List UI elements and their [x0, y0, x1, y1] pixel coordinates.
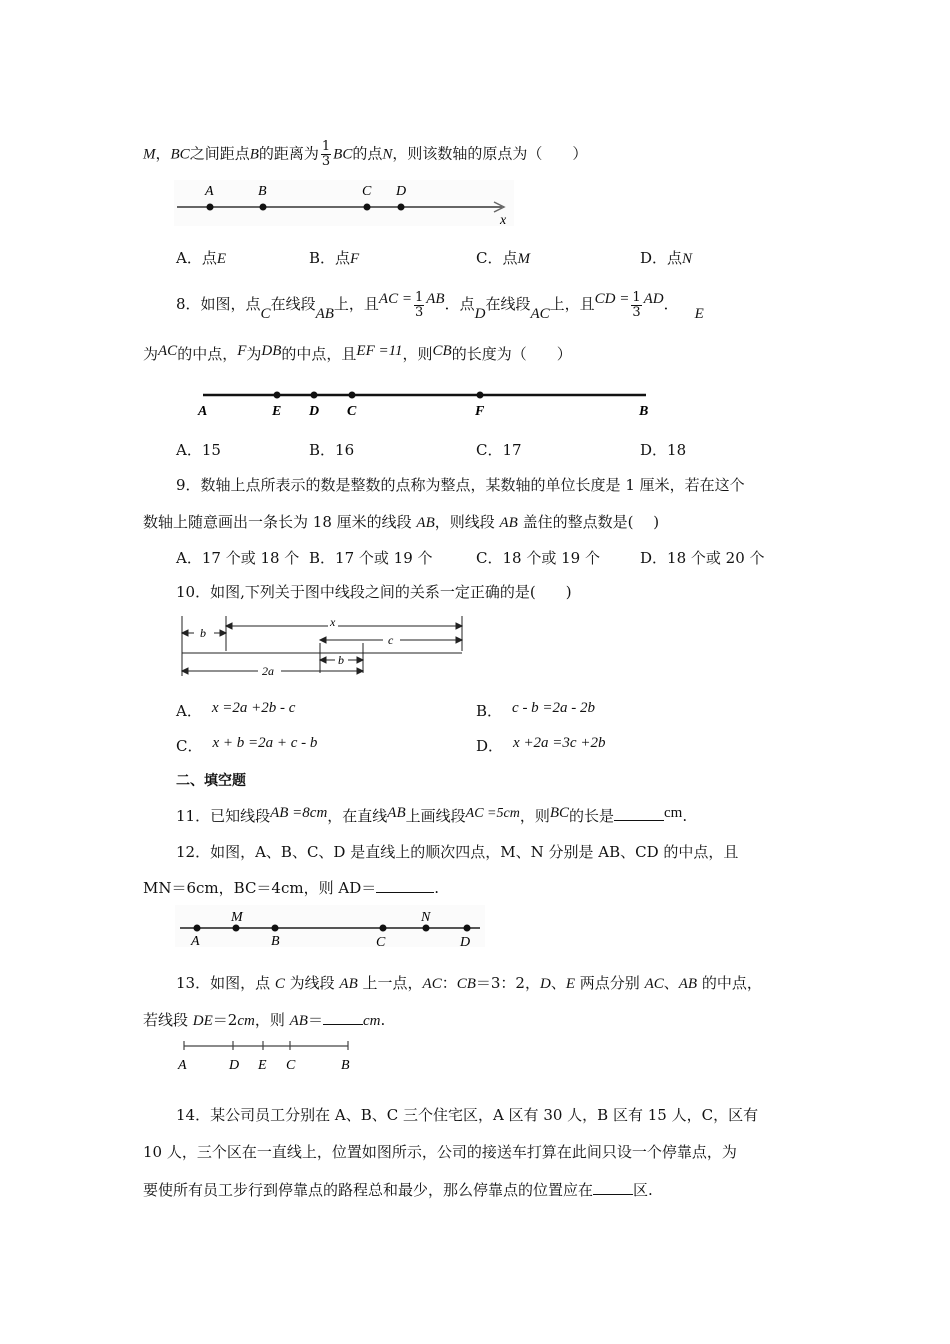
q7-option-d[interactable]: D．点N [640, 249, 693, 267]
svg-text:b: b [338, 653, 344, 667]
q13-line2: 若线段 DE＝2cm，则 AB＝ cm. [143, 1011, 386, 1029]
svg-text:C: C [347, 404, 357, 419]
svg-text:D: D [460, 935, 471, 949]
q9-option-a[interactable]: A．17 个或 18 个 [176, 549, 300, 567]
section-heading-fill-blank: 二、填空题 [176, 773, 246, 789]
q7-option-b[interactable]: B．点F [309, 249, 360, 267]
label-d: D [396, 184, 407, 199]
q9-line2: 数轴上随意画出一条长为 18 厘米的线段 AB，则线段 AB 盖住的整点数是( ) [143, 513, 660, 531]
svg-text:N: N [421, 910, 431, 925]
svg-text:c: c [388, 633, 394, 647]
label-c: C [362, 184, 372, 199]
svg-text:A: A [178, 1058, 187, 1073]
q14-line2: 10 人，三个区在一直线上，位置如图所示，公司的接送车打算在此间只设一个停靠点，为 [143, 1143, 737, 1161]
q8-option-d[interactable]: D．18 [640, 441, 687, 459]
q7-line: M，BC之间距点B的距离为 $\frac{1}{3}$ BC的点N，则该数轴的原点为（ ） [143, 139, 588, 169]
svg-text:b: b [200, 626, 206, 640]
label-x: x [500, 213, 507, 228]
q10-option-d[interactable]: D． x +2a =3c +2b [476, 735, 606, 755]
point-d [398, 204, 405, 211]
point-b [260, 204, 267, 211]
fraction-one-third: $\frac{1}{3}$ [632, 289, 641, 320]
q14-line3: 要使所有员工步行到停靠点的路程总和最少，那么停靠点的位置应在 区. [143, 1181, 653, 1199]
q12-answer-blank[interactable] [376, 892, 434, 893]
svg-text:B: B [639, 404, 649, 419]
svg-text:F: F [475, 404, 485, 419]
q13-answer-blank[interactable] [323, 1024, 363, 1025]
q9-option-c[interactable]: C．18 个或 19 个 [476, 549, 600, 567]
svg-text:D: D [309, 404, 320, 419]
q8-option-c[interactable]: C．17 [476, 441, 522, 459]
q8-segment-figure [193, 383, 653, 423]
q7-number-line-figure [172, 180, 517, 228]
point-a [207, 204, 214, 211]
q9-option-b[interactable]: B．17 个或 19 个 [309, 549, 433, 567]
svg-text:A: A [198, 404, 208, 419]
label-b: B [258, 184, 267, 199]
fraction-one-third: $\frac{1}{3}$ [321, 139, 331, 169]
fraction-one-third: $\frac{1}{3}$ [414, 289, 424, 320]
q8-line1: 8．如图，点C在线段AB上，且AC = $\frac{1}{3}$ AB．点D在线段AC上，且CD = $\frac{1}{3}$ AD．E [176, 289, 704, 322]
svg-text:B: B [341, 1058, 350, 1073]
svg-text:E: E [272, 404, 282, 419]
q13-line1: 13．如图，点 C 为线段 AB 上一点，AC：CB＝3：2，D、E 两点分别 AC、AB 的中点， [176, 974, 762, 992]
svg-text:2a: 2a [262, 664, 274, 678]
svg-text:M: M [231, 910, 243, 925]
q8-option-a[interactable]: A．15 [176, 441, 221, 459]
label-a: A [205, 184, 214, 199]
svg-text:B: B [271, 934, 280, 949]
q14-line1: 14．某公司员工分别在 A、B、C 三个住宅区，A 区有 30 人，B 区有 15 人，C，区有 [176, 1106, 759, 1124]
q10-option-b[interactable]: B． c - b =2a - 2b [476, 700, 596, 720]
svg-text:A: A [191, 934, 200, 949]
point-c [364, 204, 371, 211]
q10-option-a[interactable]: A． x =2a +2b - c [176, 700, 296, 720]
q8-option-b[interactable]: B．16 [309, 441, 355, 459]
q11-answer-blank[interactable] [614, 820, 664, 821]
svg-text:E: E [258, 1058, 267, 1073]
svg-text:x: x [330, 615, 336, 629]
q10-line1: 10．如图,下列关于图中线段之间的关系一定正确的是( ) [176, 583, 572, 601]
q10-option-c[interactable]: C． x + b =2a + c - b [176, 735, 318, 755]
svg-text:C: C [376, 935, 386, 949]
svg-text:C: C [286, 1058, 296, 1073]
q10-segment-figure [178, 613, 468, 679]
q12-line1: 12．如图，A、B、C、D 是直线上的顺次四点，M、N 分别是 AB、CD 的中点，且 [176, 843, 739, 861]
q11-line: 11．已知线段AB =8cm，在直线AB上画线段AC =5cm，则BC的长是 cm. [176, 805, 688, 825]
q7-option-a[interactable]: A．点E [176, 249, 227, 267]
q9-line1: 9．数轴上点所表示的数是整数的点称为整点，某数轴的单位长度是 1 厘米，若在这个 [176, 476, 745, 494]
svg-text:D: D [229, 1058, 240, 1073]
q12-line2: MN＝6cm，BC＝4cm，则 AD＝ . [143, 879, 440, 897]
q14-answer-blank[interactable] [593, 1194, 633, 1195]
q8-line2: 为AC的中点，F为DB的中点，且EF =11，则CB的长度为（ ） [143, 343, 572, 363]
q7-option-c[interactable]: C．点M [476, 249, 530, 267]
q12-number-line-figure [175, 905, 487, 949]
q13-segment-figure [176, 1038, 356, 1074]
q9-option-d[interactable]: D．18 个或 20 个 [640, 549, 765, 567]
